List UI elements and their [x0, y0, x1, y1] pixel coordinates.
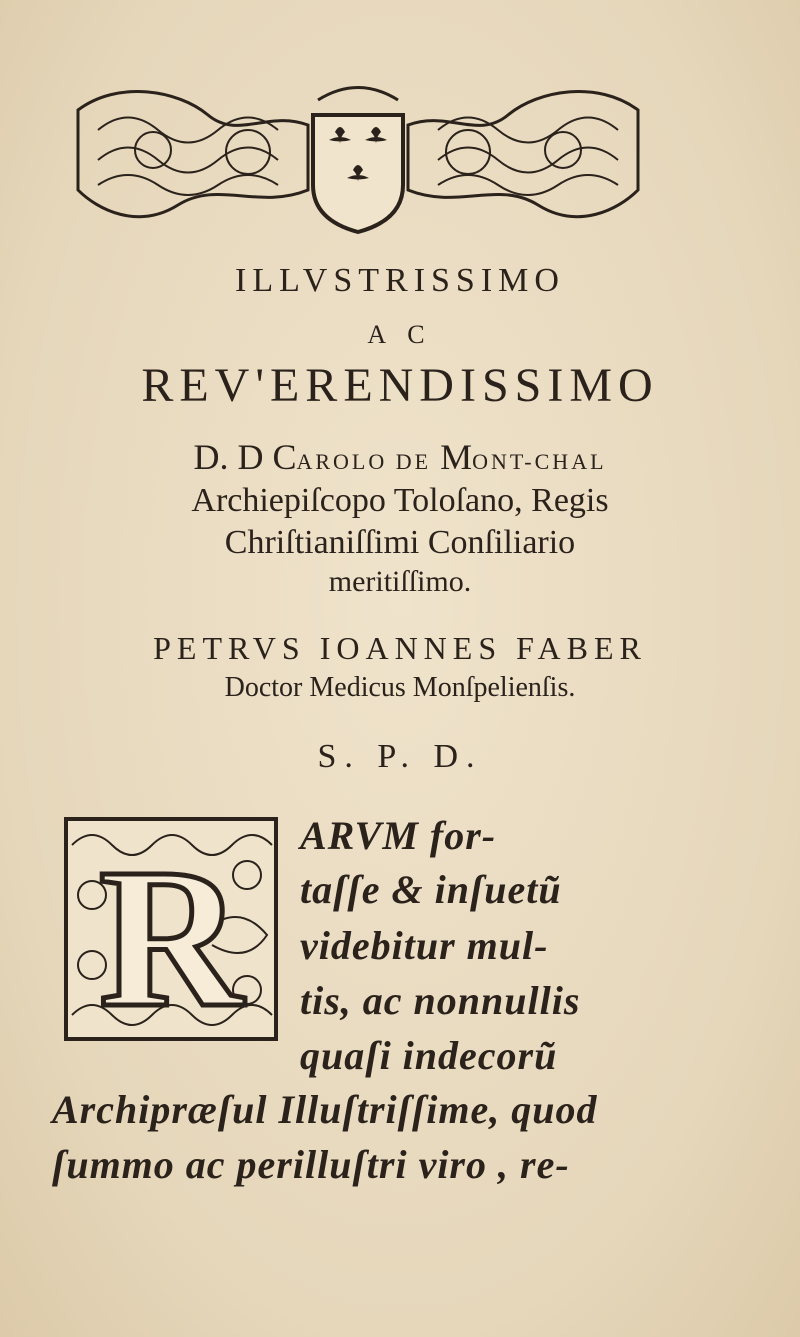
author-title: Doctor Medicus Monſpelienſis.	[224, 672, 576, 703]
dedication-prefix: D. D	[193, 437, 264, 477]
name-cap-2: M	[440, 437, 473, 477]
body-line-7: ſummo ac perilluſtri viro , re-	[52, 1142, 570, 1187]
body-line-3: videbitur mul-	[300, 923, 549, 968]
initial-letter: R	[98, 828, 244, 1043]
name-cap-1: C	[272, 437, 297, 477]
dedication-line-4: meritiſſimo.	[328, 565, 472, 598]
body-line-1: ARVM for-	[300, 813, 497, 858]
salutation: S. P. D.	[317, 738, 483, 775]
name-small-2: ONT-CHAL	[472, 449, 607, 474]
decorated-initial	[62, 815, 280, 1043]
title-line-2: A C	[367, 320, 433, 349]
dedication-line-2: Archiepiſcopo Toloſano, Regis	[191, 482, 609, 519]
dedication-name	[0, 436, 800, 478]
title-line-3: REV'ERENDISSIMO	[141, 359, 659, 412]
title-line-1: ILLVSTRISSIMO	[235, 262, 565, 299]
dedication-line-3: Chriſtianiſſimi Conſiliario	[224, 524, 576, 561]
headpiece-ornament	[58, 70, 658, 240]
name-small-1: AROLO DE	[296, 449, 432, 474]
body-line-6: Archipræſul Illuſtriſſime, quod	[52, 1087, 598, 1132]
body-line-5: quaſi indecorũ	[300, 1033, 558, 1078]
body-line-2: taſſe & inſuetũ	[300, 867, 562, 912]
author-name: PETRVS IOANNES FABER	[153, 630, 647, 666]
body-line-4: tis, ac nonnullis	[300, 978, 581, 1023]
